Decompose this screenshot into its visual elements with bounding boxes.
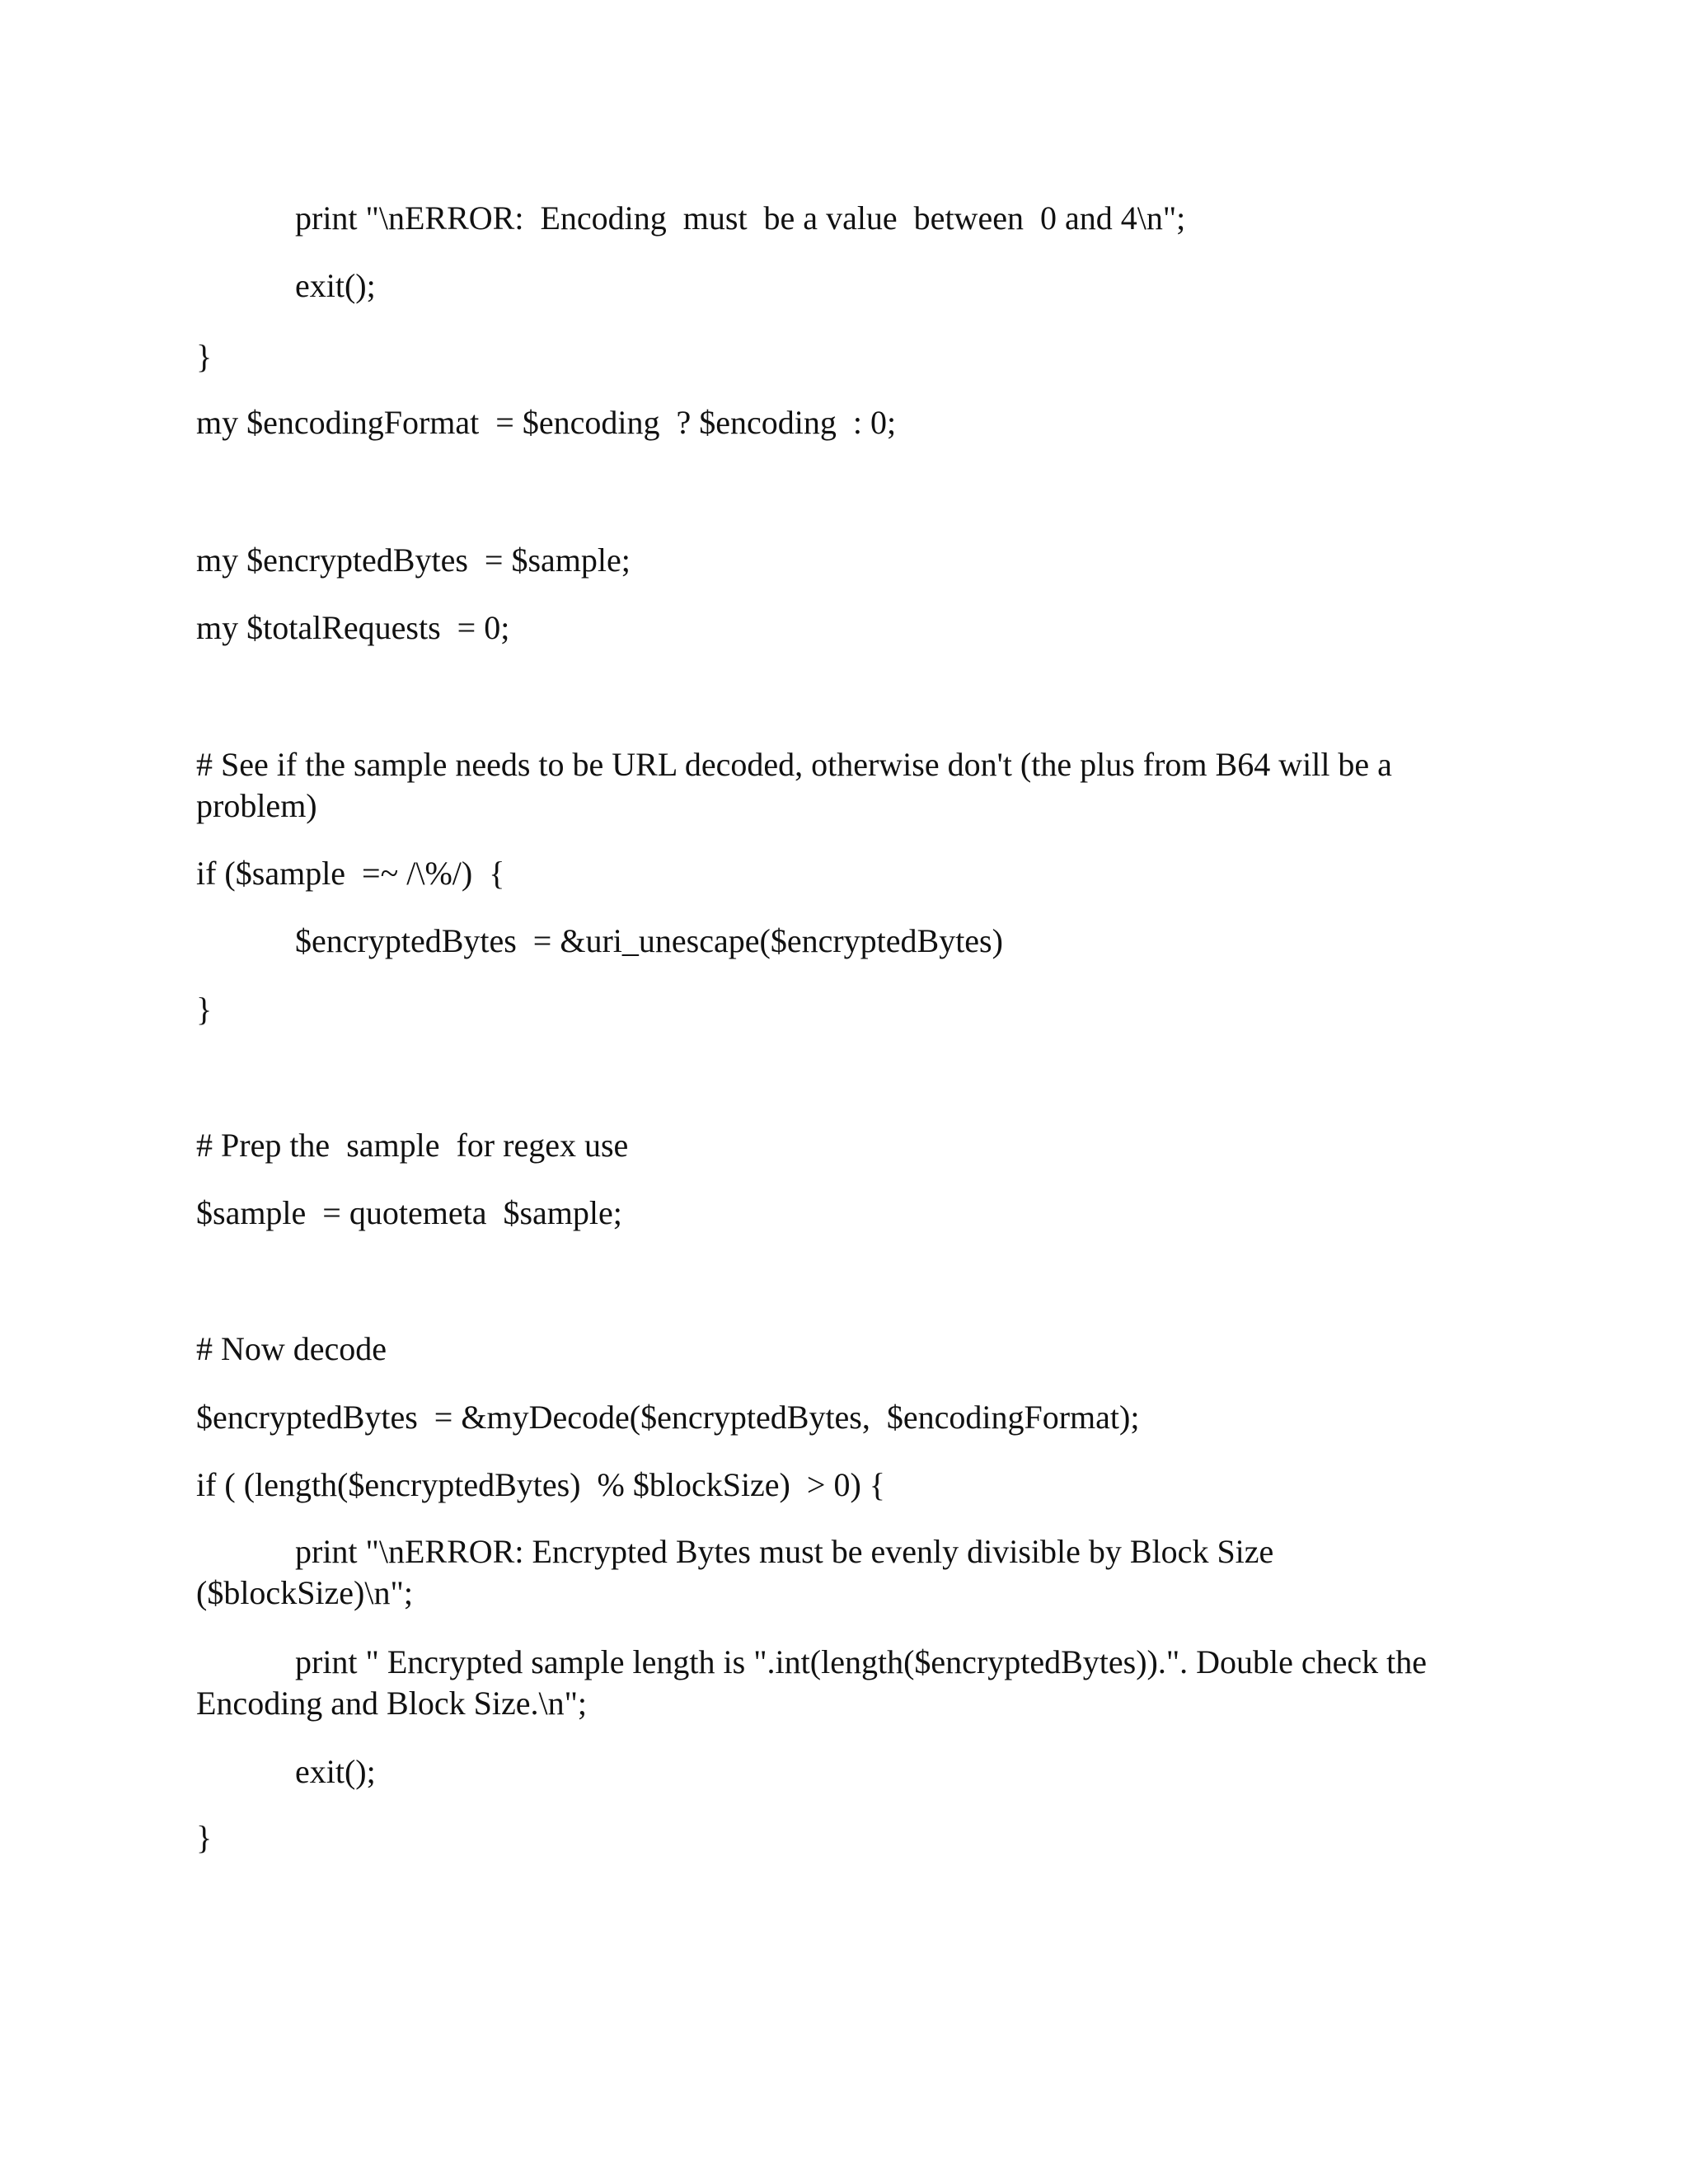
code-line-close-brace: } xyxy=(196,1819,213,1856)
code-line-encoding-format: my $encodingFormat = $encoding ? $encoding : 0; xyxy=(196,404,897,441)
code-line-uri-unescape: $encryptedBytes = &uri_unescape($encryptedBytes) xyxy=(295,922,1003,959)
code-comment-now-decode: # Now decode xyxy=(196,1330,387,1367)
code-comment-prep-sample: # Prep the sample for regex use xyxy=(196,1127,629,1164)
code-line-if-length-check: if ( (length($encryptedBytes) % $blockSize) > 0) { xyxy=(196,1466,885,1503)
code-line-close-brace: } xyxy=(196,991,213,1028)
code-line-exit: exit(); xyxy=(295,267,376,304)
code-line-exit: exit(); xyxy=(295,1753,376,1790)
code-line-if-sample-match: if ($sample =~ /\%/) { xyxy=(196,855,505,892)
code-line-my-decode: $encryptedBytes = &myDecode($encryptedBytes, $encodingFormat); xyxy=(196,1399,1140,1436)
code-line-close-brace: } xyxy=(196,338,213,375)
code-line-print-encoding-error: print "\nERROR: Encoding must be a value between 0 and 4\n"; xyxy=(295,199,1186,237)
code-line-print-length-info: print " Encrypted sample length is ".int(length($encryptedBytes)).". Double check the Encoding and Block Size.\n"; xyxy=(196,1643,1428,1722)
code-line-quotemeta: $sample = quotemeta $sample; xyxy=(196,1194,622,1231)
code-line-total-requests: my $totalRequests = 0; xyxy=(196,609,510,646)
code-line-print-block-error: print "\nERROR: Encrypted Bytes must be evenly divisible by Block Size ($blockSize)\n"; xyxy=(196,1533,1274,1611)
code-line-encrypted-bytes: my $encryptedBytes = $sample; xyxy=(196,541,631,579)
code-comment-url-decode: # See if the sample needs to be URL decoded, otherwise don't (the plus from B64 will be a problem) xyxy=(196,746,1392,824)
